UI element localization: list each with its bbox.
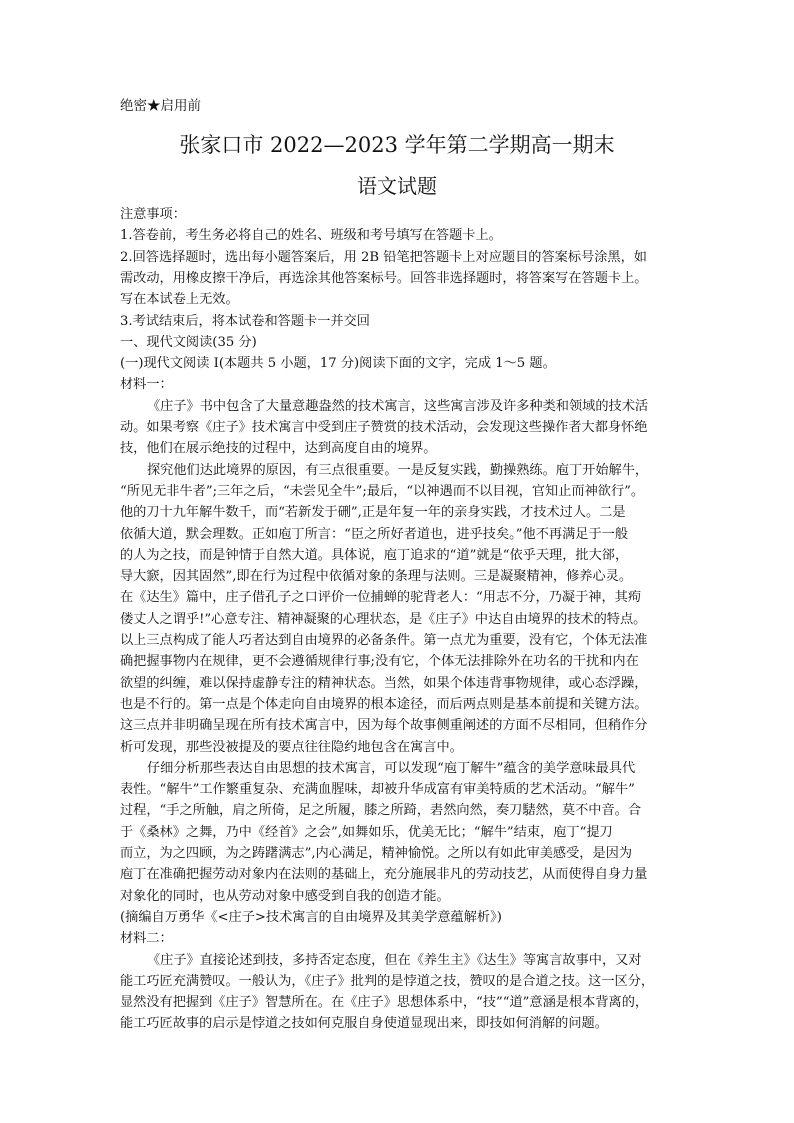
text-line: 表性。“解牛”工作繁重复杂、充满血腥味，却被升华成富有审美特质的艺术活动。“解牛” [120, 782, 635, 798]
text-line: 写在本试卷上无效。 [120, 292, 239, 308]
text-line: 能工巧匠故事的启示是悖道之技如何克服自身使道显现出来，即技如何消解的问题。 [120, 1016, 608, 1032]
text-line: 也是不行的。第一点是个体走向自由境界的根本途径，而后两点则是基本前提和关键方法。 [120, 696, 648, 712]
exam-title: 张家口市 2022—2023 学年第二学期高一期末 [179, 133, 615, 157]
text-line: 导大窾，因其固然”,即在行为过程中依循对象的条理与法则。三是凝聚精神，修养心灵。 [120, 569, 633, 585]
text-line: 技，他们在展示绝技的过程中，达到高度自由的境界。 [120, 441, 437, 457]
exam-subtitle: 语文试题 [357, 174, 437, 198]
text-line: 析可发现，那些没被提及的要点往往隐约地包含在寓言中。 [120, 739, 463, 755]
text-line: 探究他们达此境界的原因，有三点很重要。一是反复实践，勤操熟练。庖丁开始解牛， [147, 462, 649, 478]
text-line: 对象化的同时，也从劳动对象中感受到自我的创造才能。 [120, 888, 450, 904]
text-line: 材料一： [120, 377, 173, 393]
text-line: (一)现代文阅读 I(本题共 5 小题，17 分)阅读下面的文字，完成 1～5 题。 [120, 356, 556, 372]
text-line: “所见无非牛者”;三年之后，“未尝见全牛”;最后，“以神遇而不以目视，官知止而神欲行”。 [120, 483, 645, 499]
text-line: 庖丁在准确把握劳动对象内在法则的基础上，充分施展非凡的劳动技艺，从而使得自身力量 [120, 867, 648, 883]
text-line: 在《达生》篇中，庄子借孔子之口评价一位捕蝉的驼背老人：“用志不分，乃凝于神，其痀 [120, 590, 642, 606]
text-line: 以上三点构成了能人巧者达到自由境界的必备条件。第一点尤为重要，没有它，个体无法准 [120, 633, 648, 648]
text-line: 一、现代文阅读(35 分) [120, 334, 257, 350]
text-line: 欲望的纠缠，难以保持虚静专注的精神状态。当然，如果个体违背事物规律，或心态浮躁， [120, 675, 648, 691]
text-line: 需改动，用橡皮擦干净后，再选涂其他答案标号。回答非选择题时，将答案写在答题卡上。 [120, 270, 648, 286]
text-line: 2.回答选择题时，选出每小题答案后，用 2B 铅笔把答题卡上对应题目的答案标号涂黑，如 [120, 249, 647, 265]
text-line: 他的刀十九年解牛数千，而“若新发于硎”,正是年复一年的亲身实践，才技术过人。二是 [120, 505, 626, 521]
text-line: 的人为之技，而是钟情于自然大道。具体说，庖丁追求的“道”就是“依乎天理，批大郤， [120, 547, 629, 563]
text-line: 3.考试结束后，将本试卷和答题卡一并交回 [120, 313, 370, 329]
text-line: 仔细分析那些表达自由思想的技术寓言，可以发现“庖丁解牛”蕴含的美学意味最具代 [147, 760, 636, 776]
text-line: 能工巧匠充满赞叹。一般认为，《庄子》批判的是悖道之技，赞叹的是合道之技。这一区分， [120, 973, 655, 989]
text-line: 于《桑林》之舞，乃中《经首》之会”,如舞如乐，优美无比；“解牛”结束，庖丁“提刀 [120, 824, 613, 840]
text-line: 显然没有把握到《庄子》智慧所在。在《庄子》思想体系中，“技”“道”意涵是根本背离的， [120, 995, 649, 1011]
confidential-mark: 绝密★启用前 [120, 98, 201, 114]
text-line: 依循大道，默会理数。正如庖丁所言：“臣之所好者道也，进乎技矣。”他不再满足于一般 [120, 526, 629, 542]
text-line: 材料二： [120, 931, 173, 947]
text-line: 《庄子》直接论述到技，多持否定态度，但在《养生主》《达生》等寓言故事中，又对 [147, 952, 642, 968]
text-line: 过程，“手之所触，肩之所倚，足之所履，膝之所踦，砉然向然，奏刀騞然，莫不中音。合 [120, 803, 642, 819]
text-line: 动。如果考察《庄子》技术寓言中受到庄子赞赏的技术活动，会发现这些操作者大都身怀绝 [120, 420, 648, 435]
text-line: 注意事项： [120, 207, 186, 222]
text-line: (摘编自万勇华《<庄子>技术寓言的自由境界及其美学意蕴解析》) [120, 909, 502, 925]
text-line: 这三点并非明确呈现在所有技术寓言中，因为每个故事侧重阐述的方面不尽相同，但稍作分 [120, 718, 648, 734]
text-line: 而立，为之四顾，为之踌躇满志”,内心满足，精神愉悦。之所以有如此审美感受，是因为 [120, 846, 633, 861]
text-line: 偻丈人之谓乎!”心意专注、精神凝聚的心理状态，是《庄子》中达自由境界的技术的特点。 [120, 611, 647, 627]
text-line: 确把握事物内在规律，更不会遵循规律行事;没有它，个体无法排除外在功名的干扰和内在 [120, 654, 639, 670]
text-line: 《庄子》书中包含了大量意趣盎然的技术寓言，这些寓言涉及许多种类和领域的技术活 [147, 398, 649, 414]
text-line: 1.答卷前，考生务必将自己的姓名、班级和考号填写在答题卡上。 [120, 228, 502, 244]
